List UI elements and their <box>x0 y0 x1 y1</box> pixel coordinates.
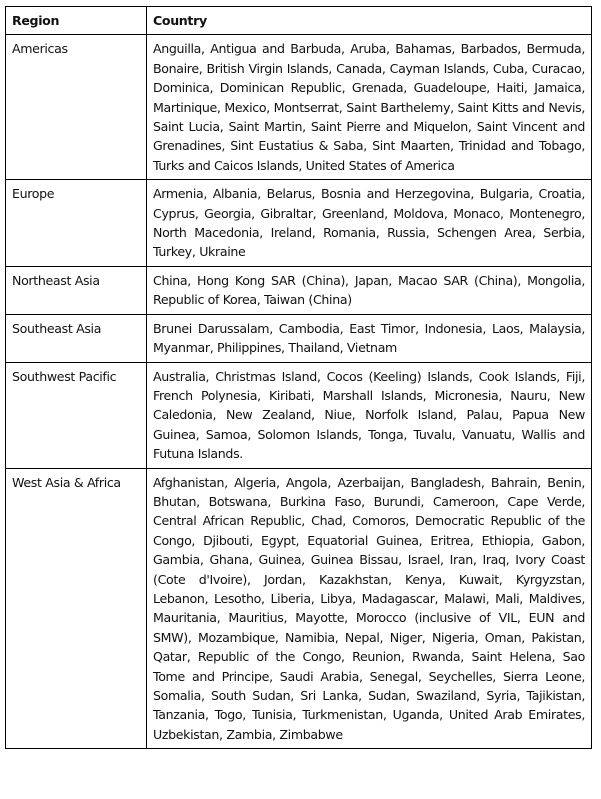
region-cell: Southeast Asia <box>6 314 147 362</box>
country-cell: Armenia, Albania, Belarus, Bosnia and Herzegovina, Bulgaria, Croatia, Cyprus, Georgia, Gibraltar, Greenland, Moldova, Monaco, Montenegro, North Macedonia, Ireland, Romania, Russia, Schengen Area, Serbia, Turkey, Ukraine <box>147 180 592 267</box>
region-country-table <box>5 6 592 749</box>
country-cell: Anguilla, Antigua and Barbuda, Aruba, Bahamas, Barbados, Bermuda, Bonaire, British Virgin Islands, Canada, Cayman Islands, Cuba, Curacao, Dominica, Dominican Republic, Grenada, Guadeloupe, Haiti, Jamaica, Martinique, Mexico, Montserrat, Saint Barthelemy, Saint Kitts and Nevis, Saint Lucia, Saint Martin, Saint Pierre and Miquelon, Saint Vincent and Grenadines, Sint Eustatius & Saba, Sint Maarten, Trinidad and Tobago, Turks and Caicos Islands, United States of America <box>147 35 592 180</box>
header-country: Country <box>147 7 592 35</box>
table-row <box>6 468 592 749</box>
region-cell: Americas <box>6 35 147 180</box>
table-header-row <box>6 7 592 35</box>
country-cell: Australia, Christmas Island, Cocos (Keeling) Islands, Cook Islands, Fiji, French Polynesia, Kiribati, Marshall Islands, Micronesia, Nauru, New Caledonia, New Zealand, Niue, Norfolk Island, Palau, Papua New Guinea, Samoa, Solomon Islands, Tonga, Tuvalu, Vanuatu, Wallis and Futuna Islands. <box>147 362 592 468</box>
region-cell: Europe <box>6 180 147 267</box>
table-row <box>6 266 592 314</box>
table-row <box>6 362 592 468</box>
table-row <box>6 35 592 180</box>
table-row <box>6 180 592 267</box>
country-cell: China, Hong Kong SAR (China), Japan, Macao SAR (China), Mongolia, Republic of Korea, Taiwan (China) <box>147 266 592 314</box>
region-cell: West Asia & Africa <box>6 468 147 749</box>
header-region: Region <box>6 7 147 35</box>
region-cell: Southwest Pacific <box>6 362 147 468</box>
country-cell: Afghanistan, Algeria, Angola, Azerbaijan, Bangladesh, Bahrain, Benin, Bhutan, Botswana, Burkina Faso, Burundi, Cameroon, Cape Verde, Central African Republic, Chad, Comoros, Democratic Republic of the Congo, Djibouti, Egypt, Equatorial Guinea, Eritrea, Ethiopia, Gabon, Gambia, Ghana, Guinea, Guinea Bissau, Israel, Iran, Iraq, Ivory Coast (Cote d'Ivoire), Jordan, Kazakhstan, Kenya, Kuwait, Kyrgyzstan, Lebanon, Lesotho, Liberia, Libya, Madagascar, Malawi, Mali, Maldives, Mauritania, Mauritius, Mayotte, Morocco (inclusive of VIL, EUN and SMW), Mozambique, Namibia, Nepal, Niger, Nigeria, Oman, Pakistan, Qatar, Republic of the Congo, Reunion, Rwanda, Saint Helena, Sao Tome and Principe, Saudi Arabia, Senegal, Seychelles, Sierra Leone, Somalia, South Sudan, Sri Lanka, Sudan, Swaziland, Syria, Tajikistan, Tanzania, Togo, Tunisia, Turkmenistan, Uganda, United Arab Emirates, Uzbekistan, Zambia, Zimbabwe <box>147 468 592 749</box>
country-cell: Brunei Darussalam, Cambodia, East Timor, Indonesia, Laos, Malaysia, Myanmar, Philippines, Thailand, Vietnam <box>147 314 592 362</box>
region-cell: Northeast Asia <box>6 266 147 314</box>
table-row <box>6 314 592 362</box>
